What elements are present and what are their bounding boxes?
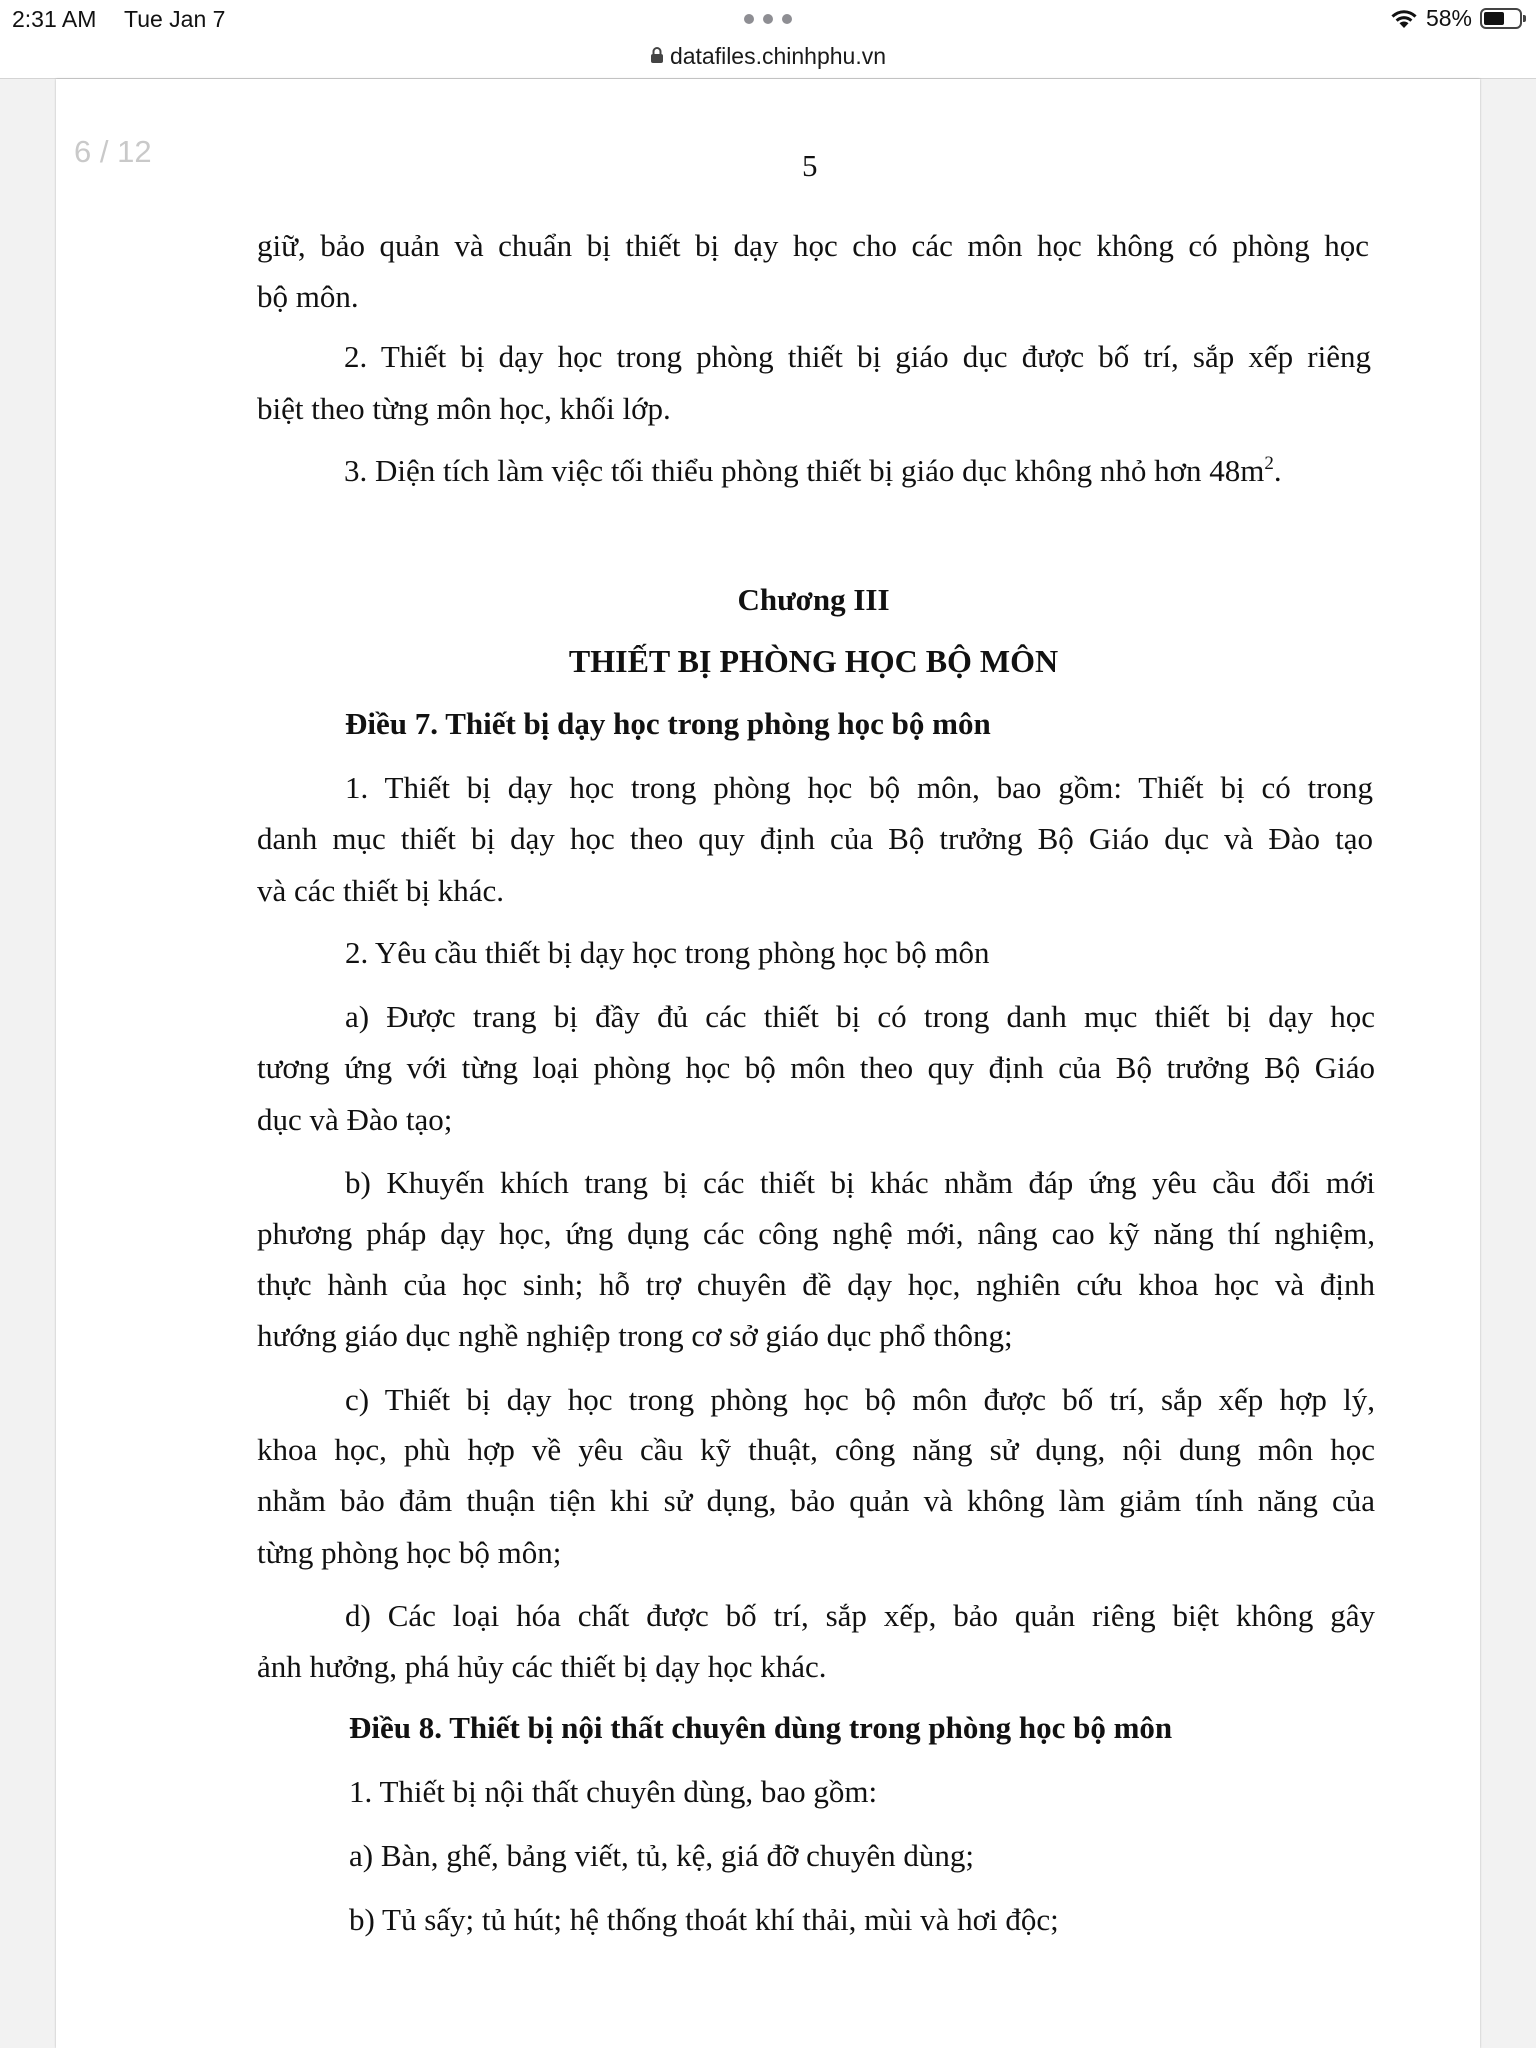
wifi-icon bbox=[1390, 8, 1418, 29]
text-line: c) Thiết bị dạy học trong phòng học bộ môn được bố trí, sắp xếp hợp lý, bbox=[345, 1382, 1375, 1417]
text-line: khoa học, phù hợp về yêu cầu kỹ thuật, công năng sử dụng, nội dung môn học bbox=[257, 1432, 1375, 1467]
text-line: a) Bàn, ghế, bảng viết, tủ, kệ, giá đỡ chuyên dùng; bbox=[349, 1838, 975, 1873]
url-text[interactable]: datafiles.chinhphu.vn bbox=[669, 42, 887, 69]
text-line: 2. Yêu cầu thiết bị dạy học trong phòng học bộ môn bbox=[345, 935, 990, 970]
battery-icon bbox=[1480, 8, 1522, 29]
text-line: dục và Đào tạo; bbox=[257, 1102, 453, 1137]
text-line: b) Khuyến khích trang bị các thiết bị khác nhằm đáp ứng yêu cầu đổi mới bbox=[345, 1165, 1375, 1200]
text-line: giữ, bảo quản và chuẩn bị thiết bị dạy học cho các môn học không có phòng học bbox=[257, 228, 1369, 263]
text-line: d) Các loại hóa chất được bố trí, sắp xếp, bảo quản riêng biệt không gây bbox=[345, 1598, 1375, 1633]
page-indicator: 6 / 12 bbox=[74, 134, 152, 169]
status-date: Tue Jan 7 bbox=[124, 6, 226, 32]
text-line: tương ứng với từng loại phòng học bộ môn theo quy định của Bộ trưởng Bộ Giáo bbox=[257, 1050, 1375, 1085]
text-line: biệt theo từng môn học, khối lớp. bbox=[257, 391, 671, 426]
article-heading: Điều 7. Thiết bị dạy học trong phòng học bộ môn bbox=[345, 706, 991, 741]
page-number: 5 bbox=[802, 148, 818, 183]
text-line: 1. Thiết bị dạy học trong phòng học bộ môn, bao gồm: Thiết bị có trong bbox=[345, 770, 1373, 805]
text-span: 3. Diện tích làm việc tối thiểu phòng thiết bị giáo dục không nhỏ hơn 48m bbox=[344, 453, 1265, 488]
text-line: danh mục thiết bị dạy học theo quy định của Bộ trưởng Bộ Giáo dục và Đào tạo bbox=[257, 821, 1373, 856]
multitasking-dots-icon[interactable] bbox=[744, 14, 792, 24]
status-time: 2:31 AM bbox=[12, 6, 97, 32]
status-indicators bbox=[1390, 5, 1522, 32]
text-span: . bbox=[1273, 453, 1282, 488]
text-line: bộ môn. bbox=[257, 279, 359, 314]
address-bar[interactable] bbox=[0, 36, 1536, 76]
article-heading: Điều 8. Thiết bị nội thất chuyên dùng trong phòng học bộ môn bbox=[349, 1710, 1173, 1745]
text-line bbox=[344, 455, 1282, 486]
text-line: từng phòng học bộ môn; bbox=[257, 1535, 562, 1570]
text-line: phương pháp dạy học, ứng dụng các công nghệ mới, nâng cao kỹ năng thí nghiệm, bbox=[257, 1216, 1375, 1251]
text-line: 1. Thiết bị nội thất chuyên dùng, bao gồm: bbox=[349, 1774, 878, 1809]
chapter-heading: Chương III bbox=[737, 582, 890, 617]
text-line: nhằm bảo đảm thuận tiện khi sử dụng, bảo quản và không làm giảm tính năng của bbox=[257, 1483, 1375, 1518]
status-bar bbox=[0, 0, 1536, 40]
text-line: thực hành của học sinh; hỗ trợ chuyên đề dạy học, nghiên cứu khoa học và định bbox=[257, 1267, 1375, 1302]
text-line: ảnh hưởng, phá hủy các thiết bị dạy học khác. bbox=[257, 1649, 827, 1684]
text-line: b) Tủ sấy; tủ hút; hệ thống thoát khí thải, mùi và hơi độc; bbox=[349, 1902, 1059, 1937]
battery-percentage: 58% bbox=[1425, 5, 1472, 31]
text-line: và các thiết bị khác. bbox=[257, 873, 505, 908]
superscript: 2 bbox=[1264, 453, 1274, 474]
text-line: hướng giáo dục nghề nghiệp trong cơ sở giáo dục phổ thông; bbox=[257, 1318, 1013, 1353]
lock-icon bbox=[650, 43, 664, 70]
text-line: a) Được trang bị đầy đủ các thiết bị có trong danh mục thiết bị dạy học bbox=[345, 999, 1375, 1034]
text-line: 2. Thiết bị dạy học trong phòng thiết bị giáo dục được bố trí, sắp xếp riêng bbox=[344, 339, 1371, 374]
chapter-title: THIẾT BỊ PHÒNG HỌC BỘ MÔN bbox=[568, 643, 1059, 679]
